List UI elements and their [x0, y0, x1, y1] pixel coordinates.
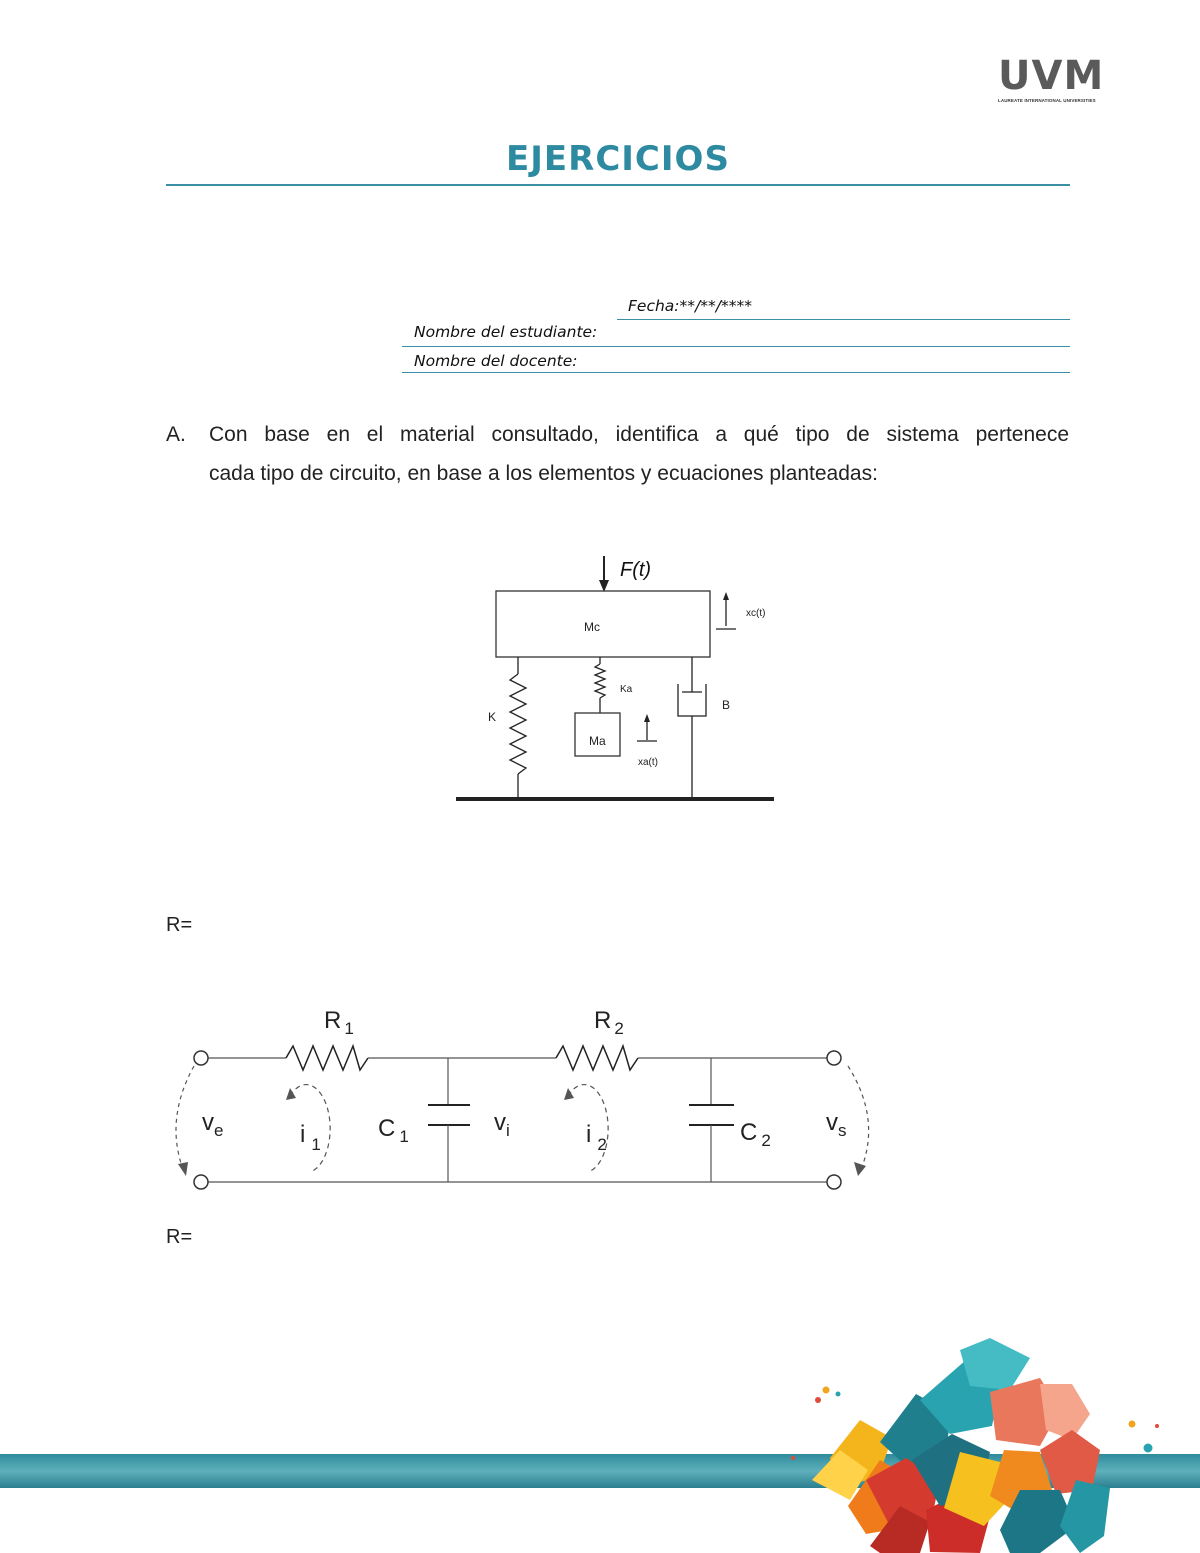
electrical-circuit-diagram [160, 1000, 900, 1200]
mass-a-label: Ma [589, 734, 606, 748]
question-text-line2: cada tipo de circuito, en base a los elementos y ecuaciones planteadas: [209, 462, 878, 485]
student-name-label: Nombre del estudiante: [414, 323, 598, 341]
title-divider [166, 184, 1070, 186]
mass-c-label: Mc [584, 620, 600, 634]
logo-text: UVM [998, 53, 1105, 99]
c1-label: C $_1$ [378, 1115, 409, 1146]
i2-label: i $_2$ [586, 1121, 607, 1154]
xa-label: xa(t) [638, 757, 658, 768]
i1-label: i $_1$ [300, 1121, 321, 1154]
answer-1: R= [166, 914, 193, 936]
vs-label: $v_s$ [826, 1109, 847, 1140]
footer-decoration [0, 1330, 1200, 1553]
ka-label: Ka [620, 684, 633, 695]
r2-label: R $_2$ [594, 1007, 624, 1038]
question-text-line1: Con base en el material consultado, identifica a qué tipo de sistema pertenece [209, 423, 1069, 446]
answer-2: R= [166, 1226, 193, 1248]
xc-label: xc(t) [746, 608, 766, 619]
fecha-field: Fecha:**/**/**** [628, 297, 752, 315]
cube-mosaic [812, 1338, 1110, 1553]
k-label: K [488, 710, 497, 724]
r1-label: R $_1$ [324, 1007, 354, 1038]
teacher-name-rule [402, 372, 1070, 373]
c2-label: C $_2$ [740, 1119, 771, 1150]
uvm-logo [998, 53, 1122, 110]
b-label: B [722, 698, 731, 712]
question-letter: A. [166, 423, 186, 446]
student-name-rule [402, 346, 1070, 347]
vi-label: $v_i$ [494, 1109, 510, 1140]
page-title: EJERCICIOS [506, 139, 730, 179]
ve-label: $v_e$ [202, 1109, 224, 1140]
logo-subtext: LAUREATE INTERNATIONAL UNIVERSITIES [998, 98, 1096, 103]
fecha-rule [617, 319, 1070, 320]
mechanical-system-diagram [440, 550, 790, 810]
force-label: F(t) [620, 559, 652, 581]
teacher-name-label: Nombre del docente: [414, 352, 578, 370]
